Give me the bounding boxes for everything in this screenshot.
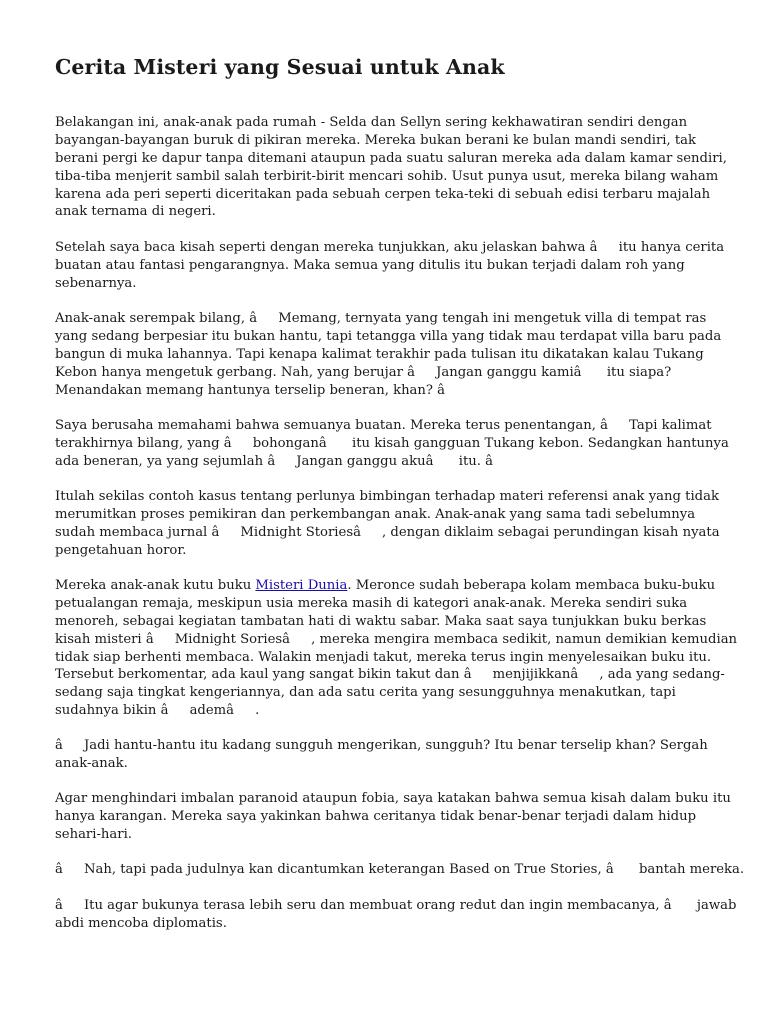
text-line: sudahnya bikin âademâ. xyxy=(55,703,260,719)
paragraph-5 xyxy=(55,488,720,560)
text-line: bangun di muka lahannya. Tapi kenapa kalimat terakhir pada tulisan itu dikatakan kalau Tukang xyxy=(55,346,704,362)
text-line: buatan atau fantasi pengarangnya. Maka semua yang ditulis itu bukan terjadi dalam roh yang xyxy=(55,257,685,273)
text-line: âItu agar bukunya terasa lebih seru dan membuat orang redut dan ingin membacanya, â jawab xyxy=(55,898,737,913)
text-line: Kebon hanya mengetuk gerbang. Nah, yang berujar âJangan ganggu kamiâ itu siapa? xyxy=(55,364,672,380)
paragraph-9 xyxy=(55,861,745,879)
text-line: pengetahuan horor. xyxy=(55,542,187,558)
text-line: sudah membaca jurnal âMidnight Storiesâ, dengan diklaim sebagai perundingan kisah nyata xyxy=(55,524,720,540)
text-line: terakhirnya bilang, yang âbohonganâ itu kisah gangguan Tukang kebon. Sedangkan hantunya xyxy=(55,435,729,451)
text-line: menoreh, sebagai kegiatan tambatan hati di waktu sabar. Maka saat saya tunjukkan buku berkas xyxy=(55,613,707,629)
text-line: ada beneran, ya yang sejumlah âJangan ganggu akuâ itu. â xyxy=(55,453,515,469)
paragraph-7 xyxy=(55,737,720,773)
text-line: kisah misteri âMidnight Soriesâ, mereka mengira membaca sedikit, namun demikian kemudian xyxy=(55,631,738,647)
text-line: âJadi hantu-hantu itu kadang sungguh mengerikan, sungguh? Itu benar terselip khan? Sergah xyxy=(55,738,708,753)
paragraph-2 xyxy=(55,239,725,293)
paragraph-6 xyxy=(55,577,738,720)
paragraph-8 xyxy=(55,790,731,844)
text-line: karena ada peri seperti diceritakan pada sebuah cerpen teka-teki di sebuah edisi terbaru majalah xyxy=(55,186,711,202)
text-line: anak-anak. xyxy=(55,755,128,771)
text-line: Menandakan memang hantunya terselip beneran, khan? â xyxy=(55,382,467,398)
text-line: petualangan remaja, meskipun usia mereka masih di kategori anak-anak. Mereka sendiri suka xyxy=(55,595,688,611)
paragraph-1 xyxy=(55,114,727,221)
text-line: Tersebut berkomentar, ada kaul yang sangat bikin takut dan âmenjijikkanâ, ada yang sedang- xyxy=(55,667,725,683)
text-line: berani pergi ke dapur tanpa ditemani ataupun pada suatu saluran mereka ada dalam kamar sendiri, xyxy=(55,150,727,166)
text-segment: . Meronce sudah beberapa kolam membaca buku-buku xyxy=(347,578,716,593)
text-line: Belakangan ini, anak-anak pada rumah - Selda dan Sellyn sering kekhawatiran sendiri dengan xyxy=(55,115,688,130)
text-line: Agar menghindari imbalan paranoid ataupun fobia, saya katakan bahwa semua kisah dalam buku itu xyxy=(55,791,731,806)
page-title: Cerita Misteri yang Sesuai untuk Anak xyxy=(55,55,505,79)
misteri-dunia-link[interactable]: Misteri Dunia xyxy=(255,578,348,593)
text-line: âNah, tapi pada judulnya kan dicantumkan keterangan Based on True Stories, â bantah mereka. xyxy=(55,862,745,877)
text-segment: Mereka anak-anak kutu buku xyxy=(55,578,256,593)
paragraph-10 xyxy=(55,897,737,933)
text-line: Anak-anak serempak bilang, âMemang, ternyata yang tengah ini mengetuk villa di tempat ras xyxy=(55,311,707,326)
paragraph-3 xyxy=(55,310,720,399)
text-line: sehari-hari. xyxy=(55,826,132,842)
text-line xyxy=(55,577,720,595)
text-line: anak ternama di negeri. xyxy=(55,204,216,220)
text-line: yang sedang berpesiar itu bukan hantu, tapi tetangga villa yang tidak mau terdapat villa baru pada xyxy=(55,328,722,344)
text-line: abdi mencoba diplomatis. xyxy=(55,915,227,931)
text-line: bayangan-bayangan buruk di pikiran mereka. Mereka bukan berani ke bulan mandi sendiri, tak xyxy=(55,132,697,148)
text-line: Saya berusaha memahami bahwa semuanya buatan. Mereka terus penentangan, âTapi kalimat xyxy=(55,418,712,433)
text-line: sebenarnya. xyxy=(55,275,137,291)
text-line: Setelah saya baca kisah seperti dengan mereka tunjukkan, aku jelaskan bahwa âitu hanya cerita xyxy=(55,240,725,255)
text-line: sedang saja tingkat kengeriannya, dan ada satu cerita yang sesungguhnya menakutkan, tapi xyxy=(55,685,676,701)
text-line: tiba-tiba menjerit sambil salah terbirit-birit mencari sohib. Usut punya usut, mereka bilang waham xyxy=(55,168,719,184)
text-line: tidak siap berhenti membaca. Walakin menjadi takut, mereka terus ingin menyelesaikan buku itu. xyxy=(55,649,712,665)
paragraph-4 xyxy=(55,417,729,471)
text-line: Itulah sekilas contoh kasus tentang perlunya bimbingan terhadap materi referensi anak yang tidak xyxy=(55,489,719,504)
text-line: merumitkan proses pemikiran dan perkembangan anak. Anak-anak yang sama tadi sebelumnya xyxy=(55,506,696,522)
text-line: hanya karangan. Mereka saya yakinkan bahwa ceritanya tidak benar-benar terjadi dalam hidup xyxy=(55,808,697,824)
